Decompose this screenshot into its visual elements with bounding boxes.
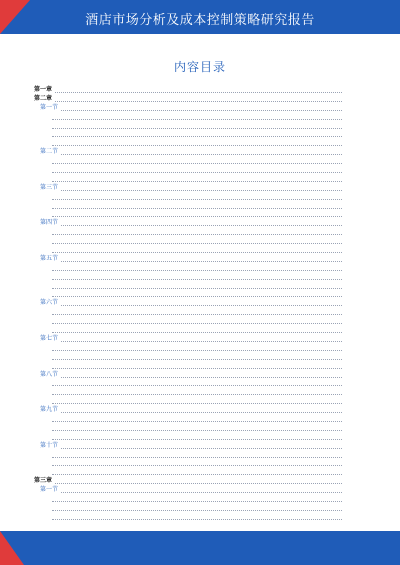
dot-leader [52, 394, 342, 395]
dot-leader [52, 403, 342, 404]
toc-entry-label: 第四节 [40, 219, 59, 227]
toc-entry-label: 第六节 [40, 299, 59, 307]
dot-leader [52, 368, 342, 369]
dot-leader [52, 332, 342, 333]
toc-section-row[interactable] [34, 335, 354, 344]
toc-section-row[interactable] [34, 442, 354, 451]
dot-leader [52, 128, 342, 129]
dot-leader [40, 305, 342, 306]
toc-sub-row[interactable] [34, 433, 354, 442]
toc-chapter-row[interactable] [34, 86, 354, 95]
toc-section-row[interactable] [34, 255, 354, 264]
footer-red-corner [0, 531, 24, 565]
dot-leader [52, 474, 342, 475]
dot-leader [52, 279, 342, 280]
dot-leader [52, 199, 342, 200]
dot-leader [52, 323, 342, 324]
dot-leader [52, 119, 342, 120]
toc-entry-label: 第一节 [40, 486, 59, 494]
dot-leader [40, 377, 342, 378]
dot-leader [52, 296, 342, 297]
table-of-contents [34, 86, 354, 522]
toc-entry-label: 第二章 [34, 94, 53, 102]
toc-entry-label: 第三节 [40, 183, 59, 191]
toc-sub-row[interactable] [34, 353, 354, 362]
dot-leader [40, 225, 342, 226]
toc-sub-row[interactable] [34, 468, 354, 477]
dot-leader [52, 430, 342, 431]
dot-leader [34, 101, 342, 102]
dot-leader [40, 154, 342, 155]
header-banner [0, 0, 400, 34]
toc-section-row[interactable] [34, 184, 354, 193]
toc-sub-row[interactable] [34, 308, 354, 317]
toc-section-row[interactable] [34, 486, 354, 495]
toc-entry-label: 第一章 [34, 86, 53, 93]
toc-sub-row[interactable] [34, 273, 354, 282]
dot-leader [40, 261, 342, 262]
dot-leader [52, 457, 342, 458]
toc-sub-row[interactable] [34, 282, 354, 291]
toc-sub-row[interactable] [34, 202, 354, 211]
toc-entry-label: 第二节 [40, 148, 59, 156]
toc-sub-row[interactable] [34, 513, 354, 522]
toc-sub-row[interactable] [34, 504, 354, 513]
dot-leader [52, 243, 342, 244]
toc-chapter-row[interactable] [34, 95, 354, 104]
dot-leader [40, 190, 342, 191]
toc-section-row[interactable] [34, 219, 354, 228]
toc-sub-row[interactable] [34, 459, 354, 468]
toc-title: 内容目录 [173, 60, 226, 74]
dot-leader [52, 234, 342, 235]
toc-sub-row[interactable] [34, 344, 354, 353]
report-title: 酒店市场分析及成本控制策略研究报告 [85, 13, 315, 28]
dot-leader [52, 270, 342, 271]
toc-entry-label: 第九节 [40, 406, 59, 414]
toc-sub-row[interactable] [34, 362, 354, 371]
dot-leader [52, 439, 342, 440]
dot-leader [52, 314, 342, 315]
toc-sub-row[interactable] [34, 424, 354, 433]
dot-leader [52, 421, 342, 422]
dot-leader [52, 181, 342, 182]
footer-banner [0, 531, 400, 565]
toc-sub-row[interactable] [34, 193, 354, 202]
toc-sub-row[interactable] [34, 415, 354, 424]
dot-leader [34, 483, 342, 484]
toc-sub-row[interactable] [34, 157, 354, 166]
toc-entry-label: 第一节 [40, 103, 59, 111]
toc-section-row[interactable] [34, 406, 354, 415]
toc-sub-row[interactable] [34, 379, 354, 388]
dot-leader [34, 92, 342, 93]
dot-leader [52, 288, 342, 289]
dot-leader [52, 208, 342, 209]
toc-sub-row[interactable] [34, 139, 354, 148]
toc-entry-label: 第十节 [40, 441, 59, 449]
dot-leader [40, 412, 342, 413]
toc-section-row[interactable] [34, 104, 354, 113]
dot-leader [52, 163, 342, 164]
dot-leader [52, 510, 342, 511]
toc-sub-row[interactable] [34, 130, 354, 139]
toc-sub-row[interactable] [34, 246, 354, 255]
dot-leader [52, 172, 342, 173]
toc-section-row[interactable] [34, 299, 354, 308]
dot-leader [52, 216, 342, 217]
toc-sub-row[interactable] [34, 317, 354, 326]
toc-sub-row[interactable] [34, 495, 354, 504]
toc-sub-row[interactable] [34, 237, 354, 246]
toc-sub-row[interactable] [34, 210, 354, 219]
toc-entry-label: 第八节 [40, 370, 59, 378]
dot-leader [52, 501, 342, 502]
toc-section-row[interactable] [34, 148, 354, 157]
dot-leader [40, 110, 342, 111]
dot-leader [52, 465, 342, 466]
dot-leader [40, 341, 342, 342]
dot-leader [40, 448, 342, 449]
dot-leader [52, 519, 342, 520]
dot-leader [52, 252, 342, 253]
toc-chapter-row[interactable] [34, 477, 354, 486]
toc-sub-row[interactable] [34, 122, 354, 131]
toc-sub-row[interactable] [34, 326, 354, 335]
dot-leader [52, 385, 342, 386]
toc-sub-row[interactable] [34, 113, 354, 122]
dot-leader [52, 136, 342, 137]
toc-sub-row[interactable] [34, 166, 354, 175]
toc-sub-row[interactable] [34, 264, 354, 273]
dot-leader [40, 492, 342, 493]
dot-leader [52, 350, 342, 351]
toc-sub-row[interactable] [34, 388, 354, 397]
toc-entry-label: 第三章 [34, 477, 53, 485]
toc-sub-row[interactable] [34, 228, 354, 237]
toc-sub-row[interactable] [34, 290, 354, 299]
toc-sub-row[interactable] [34, 397, 354, 406]
dot-leader [52, 145, 342, 146]
toc-sub-row[interactable] [34, 175, 354, 184]
toc-entry-label: 第五节 [40, 254, 59, 262]
toc-section-row[interactable] [34, 371, 354, 380]
toc-entry-label: 第七节 [40, 334, 59, 342]
dot-leader [52, 359, 342, 360]
toc-sub-row[interactable] [34, 451, 354, 460]
